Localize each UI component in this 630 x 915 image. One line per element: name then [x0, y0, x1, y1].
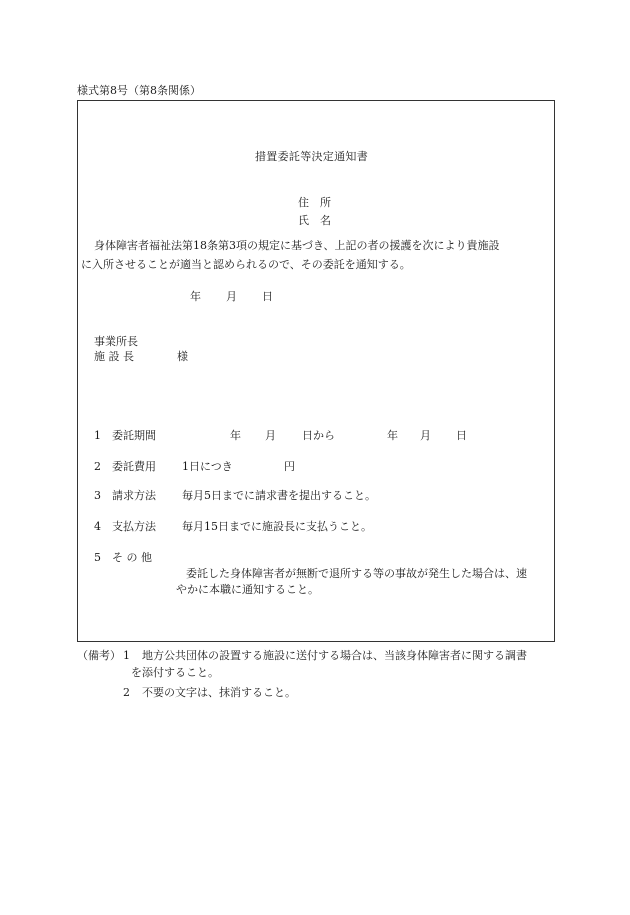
- period-to-year: 年: [387, 429, 398, 442]
- other-text-line-2: やかに本職に通知すること。: [176, 583, 319, 596]
- recipient-line-2: 施 設 長: [94, 350, 134, 363]
- remark-2-line-1: 不要の文字は、抹消すること。: [142, 686, 296, 699]
- period-from-month: 月: [265, 429, 276, 442]
- recipient-honorific: 様: [177, 350, 188, 363]
- sender-name-label: 氏 名: [298, 214, 331, 227]
- item-number: 5: [94, 551, 101, 564]
- other-text-line-1: 委託した身体障害者が無断で退所する等の事故が発生した場合は、速: [186, 567, 527, 580]
- document-title: 措置委託等決定通知書: [255, 150, 368, 163]
- item-label: 請求方法: [112, 489, 156, 502]
- date-day: 日: [262, 290, 273, 303]
- body-text-line-2: に入所させることが適当と認められるので、その委託を通知する。: [81, 258, 411, 271]
- item-number: 3: [94, 489, 101, 502]
- sender-address-label: 住 所: [298, 196, 331, 209]
- item-label: そ の 他: [112, 551, 152, 564]
- item-number: 4: [94, 520, 101, 533]
- body-text-line-1: 身体障害者福祉法第18条第3項の規定に基づき、上記の者の援護を次により貴施設: [94, 239, 500, 252]
- period-from-day: 日から: [302, 429, 335, 442]
- date-year: 年: [190, 290, 201, 303]
- period-from-year: 年: [230, 429, 241, 442]
- remarks-label: （備考）: [77, 649, 121, 662]
- payment-method-text: 毎月15日までに施設長に支払うこと。: [182, 520, 372, 533]
- remark-number: 1: [123, 649, 130, 662]
- period-to-day: 日: [456, 429, 467, 442]
- recipient-line-1: 事業所長: [94, 335, 138, 348]
- remark-1-line-2: を添付すること。: [131, 666, 219, 679]
- remark-1-line-1: 地方公共団体の設置する施設に送付する場合は、当該身体障害者に関する調書: [142, 649, 527, 662]
- item-label: 支払方法: [112, 520, 156, 533]
- contract-fee-unit: 円: [284, 460, 295, 473]
- item-label: 委託期間: [112, 429, 156, 442]
- contract-fee-basis: 1日につき: [182, 460, 233, 473]
- remark-number: 2: [123, 686, 130, 699]
- period-to-month: 月: [420, 429, 431, 442]
- form-number: 様式第8号（第8条関係）: [77, 84, 201, 97]
- item-number: 1: [94, 429, 101, 442]
- date-month: 月: [226, 290, 237, 303]
- item-number: 2: [94, 460, 101, 473]
- item-label: 委託費用: [112, 460, 156, 473]
- billing-method-text: 毎月5日までに請求書を提出すること。: [182, 489, 376, 502]
